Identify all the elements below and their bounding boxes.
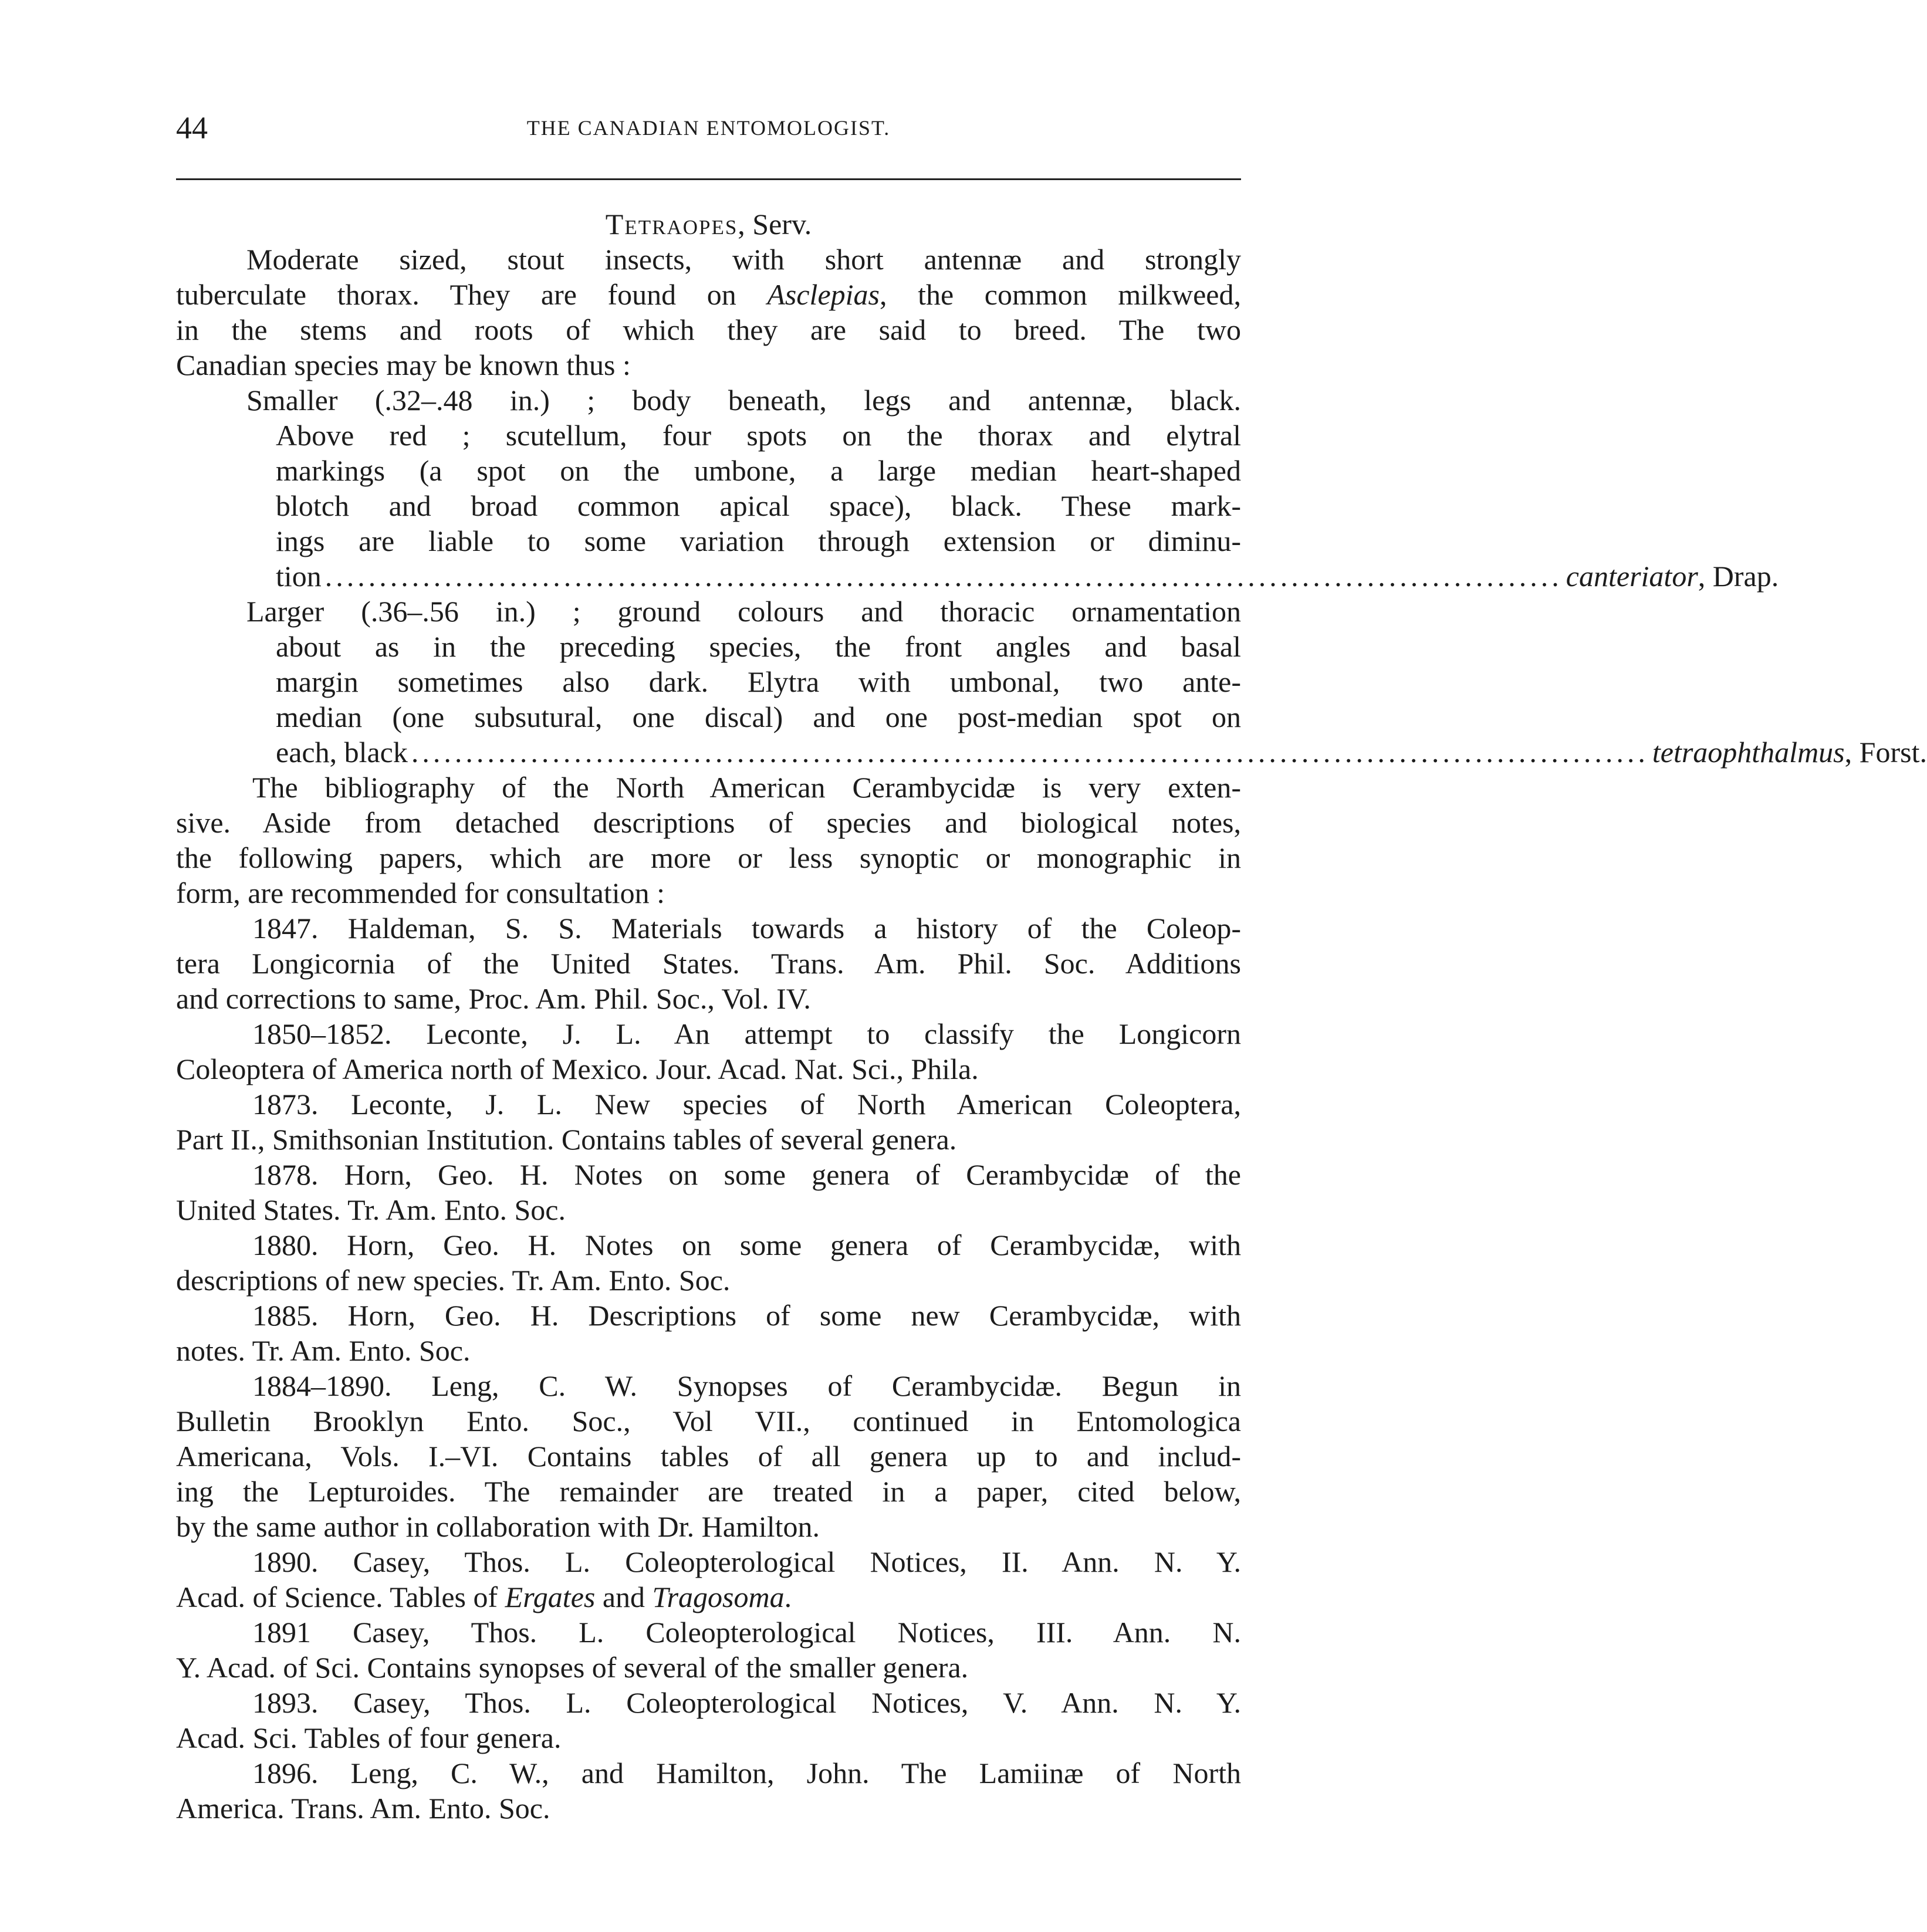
text-line: Canadian species may be known thus : (176, 348, 631, 381)
text-line: tuberculate thorax. They are found on Asclepias, the common milkweed, (176, 278, 1241, 311)
text-line: 1880. Horn, Geo. H. Notes on some genera of Cerambycidæ, with (252, 1229, 1241, 1261)
page-number: 44 (176, 110, 208, 146)
text-line: markings (a spot on the umbone, a large median heart-shaped (276, 454, 1241, 487)
text-line: 1847. Haldeman, S. S. Materials towards a history of the Coleop- (252, 912, 1241, 945)
text-line: America. Trans. Am. Ento. Soc. (176, 1792, 550, 1825)
reference-entry (176, 1087, 1241, 1157)
reference-list (176, 911, 1241, 1826)
genus-name: Tetraopes (605, 208, 738, 241)
text-line: ings are liable to some variation through extension or diminu- (276, 525, 1241, 557)
text-line: Bulletin Brooklyn Ento. Soc., Vol VII., continued in Entomologica (176, 1405, 1241, 1437)
reference-entry (176, 1298, 1241, 1368)
text-line: sive. Aside from detached descriptions of species and biological notes, (176, 806, 1241, 839)
text-line: blotch and broad common apical space), black. These mark- (276, 489, 1241, 522)
body-text (176, 207, 1927, 1826)
text-line: the following papers, which are more or less synoptic or monographic in (176, 841, 1241, 874)
genus-italic: Ergates (505, 1581, 596, 1613)
text-line: 1891 Casey, Thos. L. Coleopterological Notices, III. Ann. N. (252, 1616, 1241, 1649)
species-author: , Forst. (1844, 736, 1927, 769)
text-line: Smaller (.32–.48 in.) ; body beneath, legs and antennæ, black. (246, 384, 1241, 417)
text-line: margin sometimes also dark. Elytra with umbonal, two ante- (276, 665, 1241, 698)
reference-entry (176, 1016, 1241, 1087)
text-line: 1890. Casey, Thos. L. Coleopterological Notices, II. Ann. N. Y. (252, 1545, 1241, 1578)
reference-entry (176, 1368, 1241, 1544)
text-line: and corrections to same, Proc. Am. Phil. Soc., Vol. IV. (176, 982, 811, 1015)
species-author: , Drap. (1698, 560, 1779, 593)
header-rule (176, 178, 1241, 180)
text-line: 1873. Leconte, J. L. New species of North American Coleoptera, (252, 1088, 1241, 1121)
genus-italic: Tragosoma (652, 1581, 785, 1613)
text-line: about as in the preceding species, the front angles and basal (276, 630, 1241, 663)
dot-leader: .................................................................................................................. (324, 560, 1563, 593)
text-line: 1893. Casey, Thos. L. Coleopterological Notices, V. Ann. N. Y. (252, 1686, 1241, 1719)
intro-paragraph (176, 242, 1241, 383)
text-line: Coleoptera of America north of Mexico. Jour. Acad. Nat. Sci., Phila. (176, 1053, 979, 1085)
reference-entry (176, 1544, 1241, 1615)
text-line: Acad. of Science. Tables of Ergates and Tragosoma. (176, 1581, 792, 1613)
reference-entry (176, 1227, 1241, 1298)
text-line: 1878. Horn, Geo. H. Notes on some genera of Cerambycidæ of the (252, 1158, 1241, 1191)
text-line: Y. Acad. of Sci. Contains synopses of several of the smaller genera. (176, 1651, 969, 1684)
leader-line: each, black .................................................................................................................. tetraophthalmus, Forst. (276, 736, 1927, 769)
text-line: 1850–1852. Leconte, J. L. An attempt to classify the Longicorn (252, 1017, 1241, 1050)
text-line: Acad. Sci. Tables of four genera. (176, 1721, 562, 1754)
species-entry (176, 594, 1927, 770)
running-title: THE CANADIAN ENTOMOLOGIST. (526, 116, 891, 140)
text-line: Americana, Vols. I.–VI. Contains tables of all genera up to and includ- (176, 1440, 1241, 1473)
text-line: Moderate sized, stout insects, with short antennæ and strongly (246, 243, 1241, 276)
text-line: median (one subsutural, one discal) and one post-median spot on (276, 701, 1241, 733)
text-line: descriptions of new species. Tr. Am. Ento. Soc. (176, 1264, 731, 1297)
reference-entry (176, 911, 1241, 1016)
text-line: 1885. Horn, Geo. H. Descriptions of some new Cerambycidæ, with (252, 1299, 1241, 1332)
species-name: tetraophthalmus (1652, 736, 1845, 769)
leader-line: tion .................................................................................................................. canteriator, Drap. (276, 560, 1779, 593)
text-line: by the same author in collaboration with Dr. Hamilton. (176, 1510, 820, 1543)
genus-author: , Serv. (738, 208, 812, 241)
reference-entry (176, 1157, 1241, 1227)
text-line: notes. Tr. Am. Ento. Soc. (176, 1334, 471, 1367)
reference-entry (176, 1615, 1241, 1685)
text-line: United States. Tr. Am. Ento. Soc. (176, 1193, 566, 1226)
species-entry (176, 383, 1779, 594)
dot-leader: .................................................................................................................. (411, 736, 1649, 769)
text-line: Above red ; scutellum, four spots on the thorax and elytral (276, 419, 1241, 452)
bibliography-intro (176, 770, 1241, 911)
species-name: canteriator (1566, 560, 1698, 593)
text-line: tera Longicornia of the United States. Trans. Am. Phil. Soc. Additions (176, 947, 1241, 980)
text-line: 1884–1890. Leng, C. W. Synopses of Cerambycidæ. Begun in (252, 1369, 1241, 1402)
text-line: in the stems and roots of which they are said to breed. The two (176, 313, 1241, 346)
text-line: The bibliography of the North American Cerambycidæ is very exten- (252, 771, 1241, 804)
text-line: ing the Lepturoides. The remainder are treated in a paper, cited below, (176, 1475, 1241, 1508)
text-line: 1896. Leng, C. W., and Hamilton, John. The Lamiinæ of North (252, 1757, 1241, 1789)
genus-heading (176, 207, 1241, 242)
text-line: form, are recommended for consultation : (176, 877, 665, 909)
text-line: Part II., Smithsonian Institution. Contains tables of several genera. (176, 1123, 957, 1156)
reference-entry (176, 1685, 1241, 1755)
text-line: Larger (.36–.56 in.) ; ground colours and thoracic ornamentation (246, 595, 1241, 628)
genus-italic: Asclepias (767, 278, 880, 311)
page-header (176, 110, 1241, 146)
reference-entry (176, 1755, 1241, 1826)
